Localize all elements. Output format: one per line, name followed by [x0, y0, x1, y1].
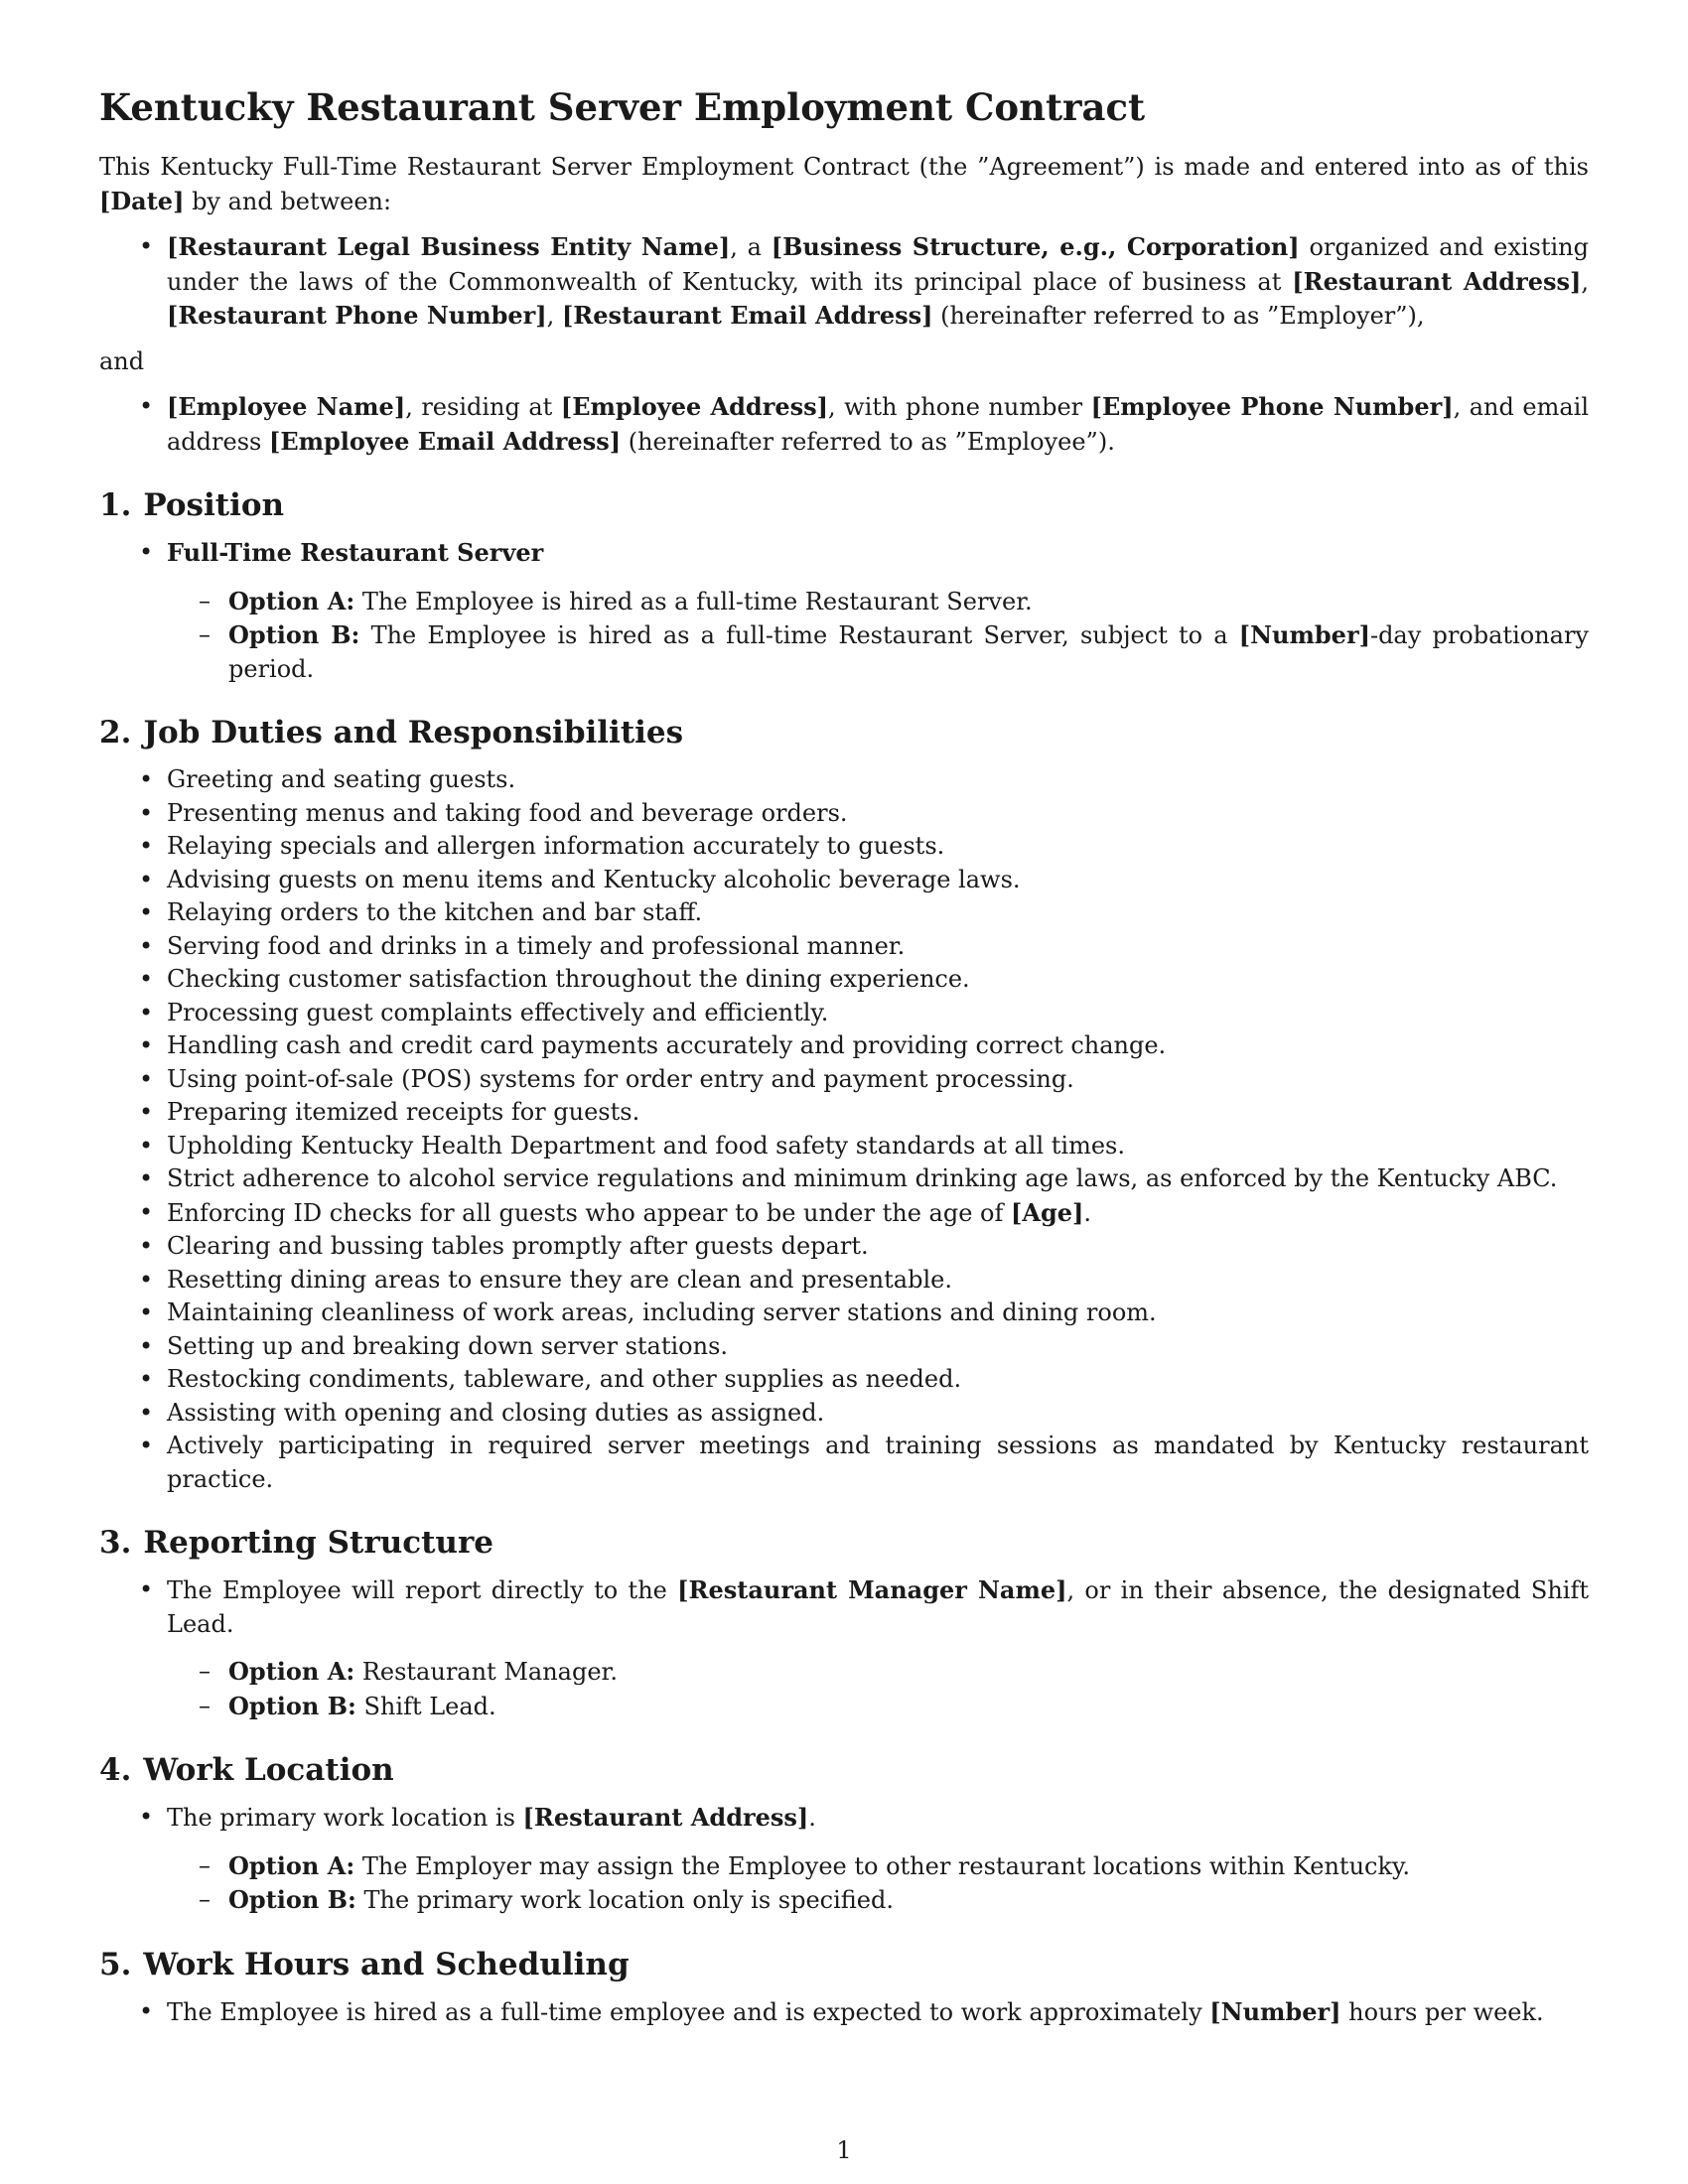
option-b [228, 1690, 1589, 1724]
text-span: hours per week. [1340, 1997, 1544, 2026]
section-number: 4. [99, 1752, 132, 1788]
list-item [167, 1196, 1589, 1231]
list-item: • Relaying specials and allergen information accurately to guests. [167, 830, 1589, 864]
intro-text: This Kentucky Full-Time Restaurant Server Employment Contract (the ”Agreement”) is made and entered into as of this [99, 153, 1589, 181]
list-item: • Advising guests on menu items and Kentucky alcoholic beverage laws. [167, 864, 1589, 897]
restaurant-email-placeholder: [Restaurant Email Address] [561, 301, 933, 330]
text-span: , [546, 302, 562, 330]
employee-phone-placeholder: [Employee Phone Number] [1090, 392, 1454, 421]
employee-name-placeholder: [Employee Name] [167, 392, 406, 421]
option-a [228, 585, 1589, 619]
list-item: • Resetting dining areas to ensure they are clean and presentable. [167, 1264, 1589, 1297]
option-text: The Employer may assign the Employee to other restaurant locations within Kentucky. [354, 1851, 1411, 1880]
option-text: -day probationary period. [228, 621, 1589, 683]
option-a [228, 1655, 1589, 1690]
option-label: Option A: [228, 586, 355, 615]
section-title: Work Hours and Scheduling [143, 1946, 630, 1982]
probation-days-placeholder: [Number] [1238, 620, 1370, 649]
list-item: • Preparing itemized receipts for guests. [167, 1096, 1589, 1130]
option-label: Option B: [228, 1691, 356, 1720]
list-item: • Clearing and bussing tables promptly after guests depart. [167, 1230, 1589, 1264]
and-connector: and [99, 346, 145, 375]
intro-paragraph [99, 151, 1589, 218]
text-span: , with phone number [828, 393, 1091, 421]
option-text: Shift Lead. [355, 1692, 496, 1720]
age-placeholder: [Age] [1011, 1197, 1084, 1227]
restaurant-address-placeholder: [Restaurant Address] [1292, 266, 1582, 296]
option-text: The Employee is hired as a full-time Restaurant Server. [354, 587, 1033, 615]
section-heading-hours [99, 1946, 1589, 1983]
list-item: • Strict adherence to alcohol service regulations and minimum drinking age laws, as enforced by the Kentucky ABC. [167, 1162, 1589, 1196]
employee-list [99, 390, 1589, 459]
text-span: , [1581, 267, 1589, 296]
list-item: • Processing guest complaints effectively and efficiently. [167, 997, 1589, 1030]
list-item: • Serving food and drinks in a timely and professional manner. [167, 930, 1589, 964]
intro-text-end: by and between: [184, 187, 392, 215]
option-b [228, 1883, 1589, 1918]
position-options [167, 585, 1589, 687]
entity-name-placeholder: [Restaurant Legal Business Entity Name] [167, 232, 731, 261]
section-number: 3. [99, 1525, 132, 1561]
section-title: Reporting Structure [143, 1525, 494, 1561]
option-b [228, 618, 1589, 686]
text-span: The Employee will report directly to the [167, 1576, 678, 1604]
duties-list [99, 763, 1589, 1496]
location-list [99, 1801, 1589, 1918]
hours-placeholder: [Number] [1209, 1996, 1341, 2026]
section-number: 5. [99, 1946, 132, 1982]
employer-list [99, 230, 1589, 334]
hours-item [167, 1995, 1589, 2030]
date-placeholder: [Date] [99, 186, 185, 215]
location-item [167, 1801, 1589, 1918]
text-span: Enforcing ID checks for all guests who appear to be under the age of [167, 1198, 1012, 1227]
option-text: Restaurant Manager. [354, 1658, 619, 1686]
text-span: (hereinafter referred to as ”Employee”). [621, 427, 1115, 456]
list-item: • Checking customer satisfaction throughout the dining experience. [167, 963, 1589, 997]
employer-party [167, 230, 1589, 334]
text-span: The primary work location is [167, 1804, 523, 1832]
list-item: • Relaying orders to the kitchen and bar staff. [167, 896, 1589, 930]
document-title: Kentucky Restaurant Server Employment Contract [99, 85, 1146, 129]
option-label: Option B: [228, 620, 360, 649]
restaurant-address-placeholder: [Restaurant Address] [522, 1803, 809, 1832]
reporting-item [167, 1573, 1589, 1723]
page-number: 1 [836, 2136, 852, 2164]
employee-email-placeholder: [Employee Email Address] [268, 426, 622, 456]
location-options [167, 1849, 1589, 1918]
hours-list [99, 1995, 1589, 2030]
list-item: • Restocking condiments, tableware, and other supplies as needed. [167, 1363, 1589, 1397]
text-span: The Employee is hired as a full-time employee and is expected to work approximately [167, 1997, 1210, 2026]
text-span: (hereinafter referred to as ”Employer”), [932, 302, 1425, 330]
section-heading-duties [99, 714, 1589, 751]
manager-name-placeholder: [Restaurant Manager Name] [677, 1575, 1067, 1604]
section-title: Position [143, 487, 285, 523]
section-title: Work Location [143, 1752, 394, 1788]
list-item: • Using point-of-sale (POS) systems for order entry and payment processing. [167, 1063, 1589, 1097]
option-text: The Employee is hired as a full-time Restaurant Server, subject to a [359, 621, 1239, 649]
restaurant-phone-placeholder: [Restaurant Phone Number] [167, 301, 547, 330]
text-span: . [808, 1804, 816, 1832]
position-item [167, 536, 1589, 686]
text-span: organized and existing under the laws of the Commonwealth of Kentucky, with its principal place of business at [167, 233, 1589, 296]
document-body [99, 85, 1589, 2041]
option-text: The primary work location only is specified. [355, 1886, 894, 1914]
employee-party [167, 390, 1589, 459]
list-item: • Maintaining cleanliness of work areas, including server stations and dining room. [167, 1297, 1589, 1330]
list-item: • Upholding Kentucky Health Department and food safety standards at all times. [167, 1130, 1589, 1163]
list-item: • Assisting with opening and closing duties as assigned. [167, 1397, 1589, 1431]
text-span: , residing at [405, 393, 561, 421]
reporting-options [167, 1655, 1589, 1723]
section-title: Job Duties and Responsibilities [143, 715, 684, 751]
section-heading-location [99, 1751, 1589, 1789]
section-number: 2. [99, 715, 132, 751]
business-structure-placeholder: [Business Structure, e.g., Corporation] [771, 232, 1300, 261]
text-span: . [1083, 1198, 1092, 1227]
text-span: , or in their absence, the designated Shift Lead. [167, 1576, 1589, 1638]
list-item: • Handling cash and credit card payments accurately and providing correct change. [167, 1029, 1589, 1063]
text-span: , and email address [167, 393, 1590, 456]
list-item: • Greeting and seating guests. [167, 763, 1589, 797]
reporting-list [99, 1573, 1589, 1723]
list-item: • Presenting menus and taking food and beverage orders. [167, 797, 1589, 831]
section-heading-position [99, 486, 1589, 524]
list-item: • Setting up and breaking down server stations. [167, 1330, 1589, 1364]
option-label: Option A: [228, 1850, 355, 1880]
position-title: Full-Time Restaurant Server [167, 538, 544, 567]
position-list [99, 536, 1589, 686]
employee-address-placeholder: [Employee Address] [560, 392, 828, 421]
section-heading-reporting [99, 1524, 1589, 1562]
option-label: Option A: [228, 1657, 355, 1686]
list-item: • Actively participating in required server meetings and training sessions as mandated by Kentucky restaurant practice. [167, 1430, 1589, 1496]
text-span: , a [730, 233, 772, 261]
section-number: 1. [99, 487, 132, 523]
option-a [228, 1849, 1589, 1884]
option-label: Option B: [228, 1885, 356, 1914]
